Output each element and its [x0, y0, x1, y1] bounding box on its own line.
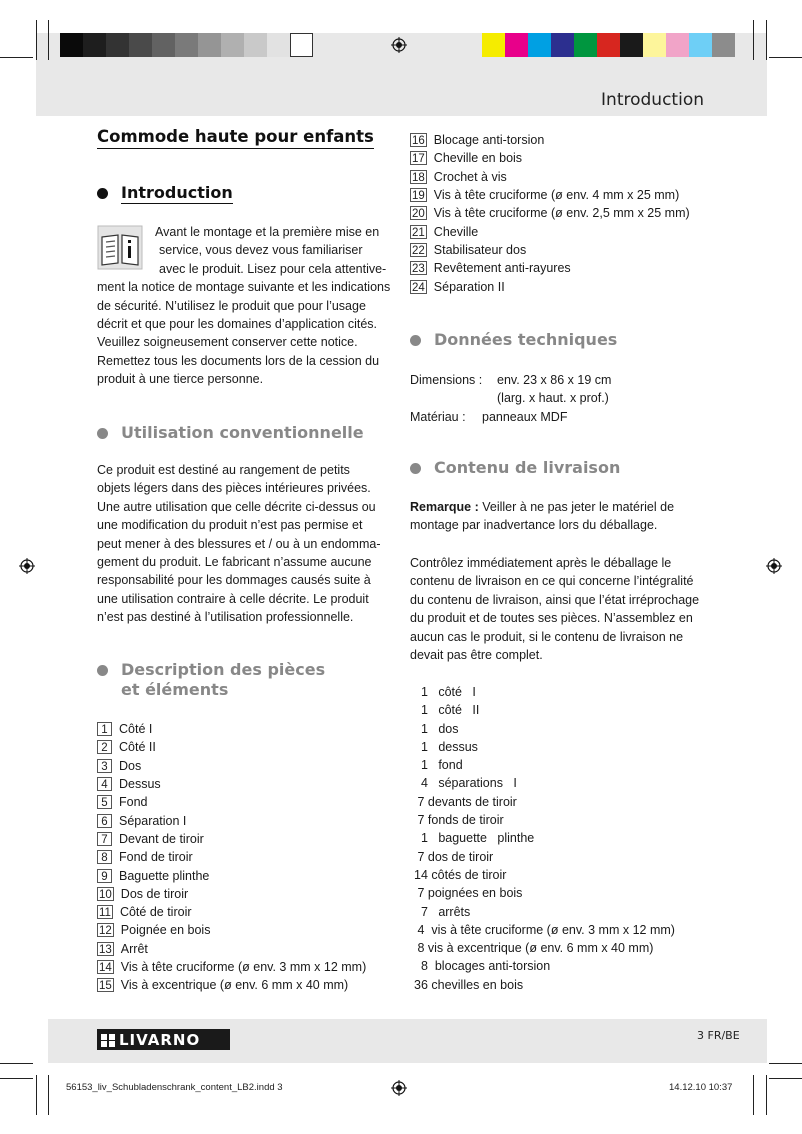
- part-label: Dos de tiroir: [120, 886, 189, 901]
- introduction-text-line: ment la notice de montage suivante et les indications: [97, 280, 391, 295]
- delivery-check-text: [410, 554, 750, 664]
- remark-text-line: Veiller à ne pas jeter le matériel de: [478, 500, 675, 514]
- remark-label: Remarque :: [410, 500, 479, 514]
- part-number: 15: [99, 980, 112, 993]
- parts-list-item: [410, 168, 690, 186]
- intended-use-text-line: n’est pas destiné à l’utilisation professionnelle.: [97, 610, 354, 625]
- introduction-text-line: Remettez tous les documents lors de la cession du: [97, 353, 380, 368]
- crop-mark: [0, 1063, 33, 1064]
- delivery-check-line: Contrôlez immédiatement après le déballage le: [410, 556, 672, 570]
- crop-mark: [36, 20, 37, 60]
- delivery-item: 1 côté I: [414, 685, 476, 699]
- color-swatch: [620, 33, 643, 57]
- part-number: 3: [97, 759, 112, 773]
- crop-mark: [769, 57, 802, 58]
- parts-list-item: [410, 277, 690, 295]
- part-number: 24: [412, 281, 425, 294]
- delivery-item: 7 arrêts: [414, 904, 471, 919]
- part-number: 20: [412, 208, 425, 221]
- part-label: Vis à excentrique (ø env. 6 mm x 40 mm): [120, 978, 349, 993]
- part-label: Côté I: [119, 722, 153, 737]
- parts-list-column-1: [97, 720, 366, 994]
- delivery-item: 7 devants de tiroir: [414, 794, 517, 809]
- delivery-check-line: devait pas être complet.: [410, 648, 543, 663]
- gray-swatch: [290, 33, 313, 57]
- bullet-icon: [97, 188, 108, 199]
- part-number: 8: [97, 850, 112, 864]
- intended-use-text-line: une utilisation contraire à celle décrite. Le produit: [97, 591, 369, 606]
- parts-list-item: [97, 757, 366, 775]
- file-name: 56153_liv_Schubladenschrank_content_LB2.indd 3: [66, 1082, 283, 1093]
- part-number: 4: [97, 777, 112, 791]
- parts-list-item: [97, 775, 366, 793]
- part-label: Dessus: [119, 777, 161, 792]
- introduction-text-line: produit à une tierce personne.: [97, 372, 264, 387]
- delivery-check-line: aucun cas le produit, si le contenu de livraison ne: [410, 629, 684, 644]
- part-label: Stabilisateur dos: [433, 242, 527, 257]
- introduction-text-line: Veuillez soigneusement conserver cette notice.: [97, 335, 358, 350]
- delivery-contents-list: [414, 683, 675, 994]
- livarno-mark-icon: [101, 1033, 115, 1046]
- part-label: Fond: [119, 795, 148, 810]
- introduction-text-line: avec le produit. Lisez pour cela attentive-: [159, 261, 387, 276]
- introduction-text-line: Avant le montage et la première mise en: [155, 225, 380, 239]
- delivery-item: 14 côtés de tiroir: [414, 867, 507, 882]
- dimensions-label: Dimensions :: [410, 373, 483, 387]
- introduction-text-line: de sécurité. N’utilisez le produit que pour l’usage: [97, 298, 366, 313]
- intended-use-text-line: Une autre utilisation que celle décrite ci-dessus ou: [97, 499, 376, 514]
- parts-list-item: [410, 204, 690, 222]
- part-label: Côté de tiroir: [119, 905, 192, 920]
- intended-use-text-line: objets légers dans des pièces intérieures privées.: [97, 481, 371, 496]
- part-label: Vis à tête cruciforme (ø env. 2,5 mm x 25 mm): [433, 206, 690, 221]
- crop-mark: [766, 1075, 767, 1115]
- part-number: 12: [99, 925, 112, 938]
- gray-swatch: [175, 33, 198, 57]
- brand-name: LIVARNO: [119, 1030, 201, 1049]
- color-swatch: [689, 33, 712, 57]
- part-number: 7: [97, 832, 112, 846]
- part-label: Crochet à vis: [433, 169, 507, 184]
- intended-use-text-line: responsabilité pour les dommages causés suite à: [97, 573, 371, 588]
- part-label: Séparation II: [433, 279, 505, 294]
- delivery-item: 8 vis à excentrique (ø env. 6 mm x 40 mm): [414, 941, 654, 956]
- dimensions-value: env. 23 x 86 x 19 cm: [497, 373, 612, 387]
- color-swatch: [574, 33, 597, 57]
- parts-list-item: [410, 149, 690, 167]
- part-label: Poignée en bois: [120, 923, 211, 938]
- color-swatch: [666, 33, 689, 57]
- part-label: Cheville en bois: [433, 151, 523, 166]
- parts-list-item: [97, 866, 366, 884]
- parts-list-item: [97, 940, 366, 958]
- color-swatch: [551, 33, 574, 57]
- part-number: 9: [97, 869, 112, 883]
- part-number: 21: [412, 226, 425, 239]
- parts-list-item: [410, 131, 690, 149]
- print-date: 14.12.10 10:37: [669, 1082, 733, 1093]
- part-number: 10: [99, 888, 112, 901]
- part-label: Côté II: [119, 740, 156, 755]
- part-number: 6: [97, 814, 112, 828]
- gray-calibration-bar: [60, 33, 313, 57]
- crop-mark: [766, 20, 767, 60]
- delivery-item: 8 blocages anti-torsion: [414, 959, 551, 974]
- part-label: Dos: [119, 758, 142, 773]
- parts-list-item: [97, 720, 366, 738]
- parts-list-item: [97, 976, 366, 994]
- gray-swatch: [198, 33, 221, 57]
- part-label: Arrêt: [120, 941, 148, 956]
- intended-use-text: [97, 461, 397, 627]
- delivery-item: 7 dos de tiroir: [414, 849, 494, 864]
- part-label: Vis à tête cruciforme (ø env. 3 mm x 12 mm): [120, 960, 367, 974]
- delivery-item: 7 poignées en bois: [414, 886, 523, 901]
- intended-use-text-line: une modification du produit n’est pas permise et: [97, 518, 363, 533]
- crop-mark: [0, 1078, 33, 1079]
- brand-logo: [97, 1029, 230, 1050]
- delivery-item: 1 côté II: [414, 703, 480, 718]
- color-swatch: [597, 33, 620, 57]
- gray-swatch: [152, 33, 175, 57]
- gray-swatch: [106, 33, 129, 57]
- delivery-item: 1 dos: [414, 721, 459, 736]
- introduction-text-line: service, vous devez vous familiariser: [159, 243, 363, 258]
- registration-mark-icon: [766, 558, 782, 574]
- header-section-title: Introduction: [601, 90, 704, 110]
- color-calibration-bar: [482, 33, 735, 57]
- registration-mark-icon: [391, 1080, 407, 1096]
- section-heading-introduction: Introduction: [97, 183, 397, 205]
- color-swatch: [528, 33, 551, 57]
- parts-list-item: [97, 903, 366, 921]
- part-number: 1: [97, 722, 112, 736]
- technical-data: [410, 371, 750, 426]
- parts-list-item: [97, 848, 366, 866]
- part-number: 2: [97, 740, 112, 754]
- delivery-check-line: contenu de livraison en ce qui concerne l’intégralité: [410, 574, 694, 589]
- part-label: Revêtement anti-rayures: [433, 261, 571, 276]
- introduction-text: [97, 223, 397, 389]
- part-label: Baguette plinthe: [119, 868, 210, 883]
- part-number: 14: [99, 962, 112, 974]
- parts-list-item: [410, 259, 690, 277]
- part-number: 17: [412, 153, 425, 166]
- parts-list-item: [97, 830, 366, 848]
- bullet-icon: [97, 665, 108, 676]
- part-number: 22: [412, 244, 425, 257]
- registration-mark-icon: [391, 37, 407, 53]
- delivery-item: 7 fonds de tiroir: [414, 813, 504, 828]
- part-number: 5: [97, 795, 112, 809]
- bullet-icon: [97, 428, 108, 439]
- parts-list-item: [97, 793, 366, 811]
- parts-list-item: [410, 222, 690, 240]
- delivery-item: 1 baguette plinthe: [414, 831, 535, 846]
- parts-list-item: [410, 241, 690, 259]
- crop-mark: [753, 1075, 754, 1115]
- delivery-remark: [410, 498, 750, 535]
- color-swatch: [505, 33, 528, 57]
- material-value: panneaux MDF: [482, 409, 568, 424]
- part-label: Vis à tête cruciforme (ø env. 4 mm x 25 mm): [433, 188, 680, 203]
- section-heading-parts: Description des pièces et éléments: [97, 660, 397, 702]
- crop-mark: [0, 57, 33, 58]
- delivery-item: 1 dessus: [414, 739, 478, 754]
- bullet-icon: [410, 463, 421, 474]
- crop-mark: [769, 1063, 802, 1064]
- color-swatch: [643, 33, 666, 57]
- part-number: 16: [412, 135, 425, 148]
- part-number: 23: [412, 263, 425, 276]
- parts-list-item: [97, 885, 366, 903]
- part-label: Devant de tiroir: [119, 831, 204, 846]
- dimensions-note: (larg. x haut. x prof.): [497, 391, 609, 406]
- part-number: 18: [412, 171, 425, 184]
- delivery-item: 4 vis à tête cruciforme (ø env. 3 mm x 12 mm): [414, 922, 675, 937]
- part-number: 13: [99, 943, 112, 956]
- color-swatch: [712, 33, 735, 57]
- document-title: Commode haute pour enfants: [97, 127, 374, 149]
- parts-list-item: [97, 921, 366, 939]
- delivery-item: 4 séparations I: [414, 776, 517, 791]
- remark-text-line: montage par inadvertance lors du déballage.: [410, 518, 658, 533]
- introduction-text-line: décrit et que pour les domaines d’application cités.: [97, 317, 378, 332]
- bullet-icon: [410, 335, 421, 346]
- parts-list-column-2: [410, 131, 690, 296]
- delivery-item: 1 fond: [414, 758, 463, 773]
- part-label: Cheville: [433, 224, 479, 239]
- part-label: Séparation I: [119, 813, 187, 828]
- gray-swatch: [267, 33, 290, 57]
- part-number: 11: [99, 907, 111, 920]
- parts-list-item: [97, 738, 366, 756]
- crop-mark: [36, 1075, 37, 1115]
- crop-mark: [769, 1078, 802, 1079]
- parts-list-item: [410, 186, 690, 204]
- parts-list-item: [97, 958, 366, 976]
- section-heading-intended-use: Utilisation conventionnelle: [97, 423, 397, 445]
- intended-use-text-line: Ce produit est destiné au rangement de petits: [97, 463, 350, 477]
- registration-mark-icon: [19, 558, 35, 574]
- crop-mark: [753, 20, 754, 60]
- gray-swatch: [60, 33, 83, 57]
- delivery-check-line: du produit et de toutes ses pièces. N’assemblez en: [410, 611, 693, 626]
- color-swatch: [482, 33, 505, 57]
- gray-swatch: [244, 33, 267, 57]
- crop-mark: [48, 20, 49, 60]
- intended-use-text-line: gement du produit. Le fabricant n’assume aucune: [97, 555, 372, 570]
- intended-use-text-line: peut mener à des blessures et / ou à un endomma-: [97, 536, 381, 551]
- part-label: Fond de tiroir: [119, 850, 193, 865]
- part-label: Blocage anti-torsion: [433, 133, 545, 148]
- material-label: Matériau :: [410, 409, 466, 424]
- section-heading-technical: Données techniques: [410, 330, 750, 352]
- delivery-check-line: du contenu de livraison, ainsi que l’état irréprochage: [410, 592, 700, 607]
- section-heading-delivery: Contenu de livraison: [410, 458, 750, 480]
- page-number: 3 FR/BE: [697, 1029, 740, 1042]
- gray-swatch: [221, 33, 244, 57]
- crop-mark: [48, 1075, 49, 1115]
- parts-list-item: [97, 811, 366, 829]
- part-number: 19: [412, 190, 425, 203]
- delivery-item: 36 chevilles en bois: [414, 977, 524, 992]
- gray-swatch: [129, 33, 152, 57]
- gray-swatch: [83, 33, 106, 57]
